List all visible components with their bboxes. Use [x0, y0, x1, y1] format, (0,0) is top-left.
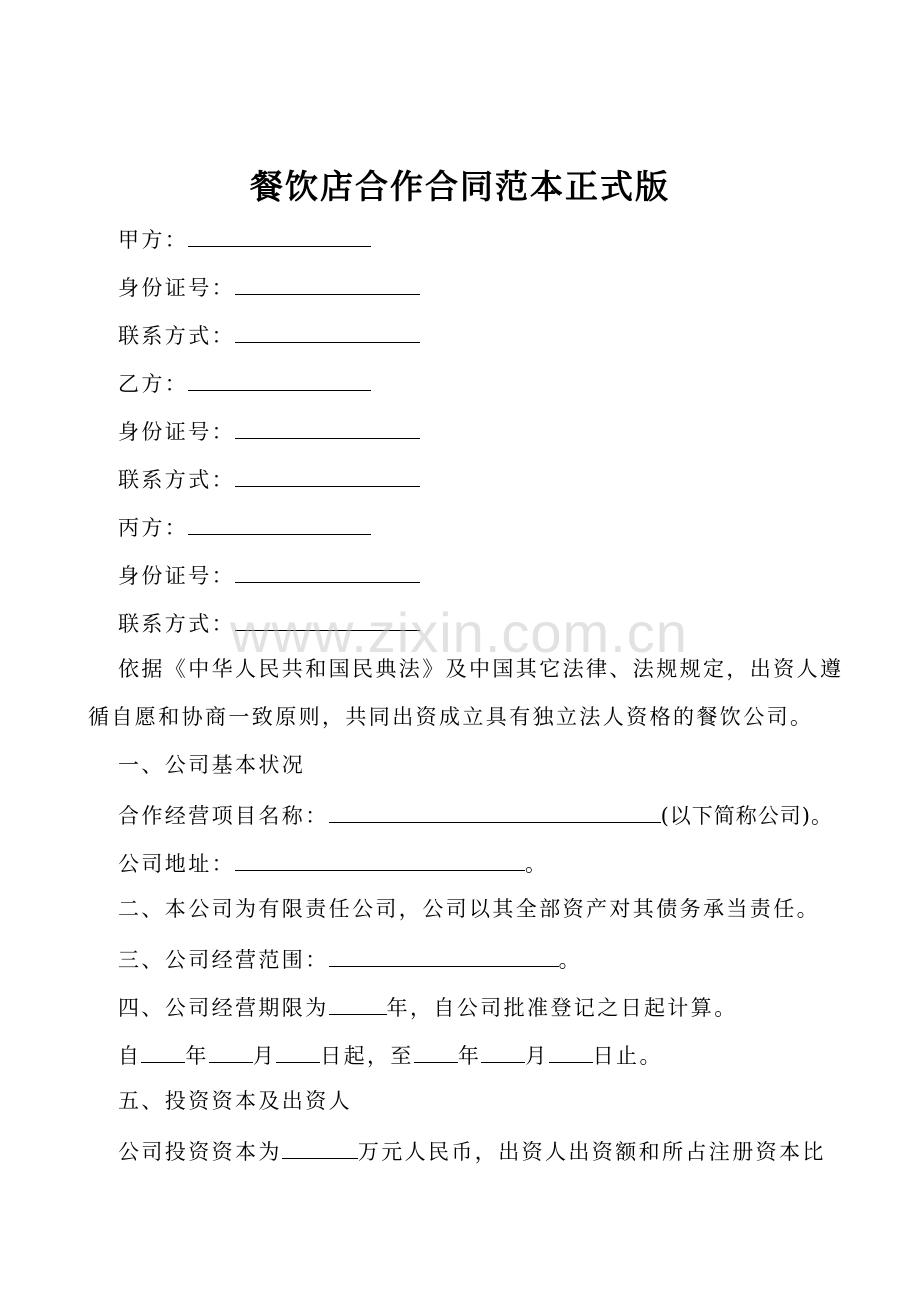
company-address-blank[interactable]: [235, 846, 525, 871]
from-label: 自: [118, 1044, 142, 1068]
operating-term-suffix: 年，自公司批准登记之日起计算。: [386, 996, 738, 1020]
company-address-suffix: 。: [525, 852, 549, 876]
end-year-blank[interactable]: [414, 1038, 458, 1063]
project-name-suffix: (以下简称公司)。: [660, 804, 833, 828]
party-a-id-line: [118, 270, 420, 303]
document-title: 餐饮店合作合同范本正式版: [250, 167, 670, 206]
operating-term-prefix: 四、公司经营期限为: [118, 996, 329, 1020]
end-day-label: 日止。: [592, 1044, 663, 1068]
project-name-blank[interactable]: [329, 798, 661, 823]
party-c-contact-blank[interactable]: [235, 606, 420, 631]
watermark: www.zixin.com.cn: [230, 601, 688, 664]
party-a-blank[interactable]: [188, 222, 371, 247]
end-month-label: 月: [525, 1044, 549, 1068]
party-b-contact-label: 联系方式：: [118, 468, 235, 492]
start-month-blank[interactable]: [209, 1038, 253, 1063]
operating-term-years-blank[interactable]: [329, 990, 387, 1015]
section-5-heading: 五、投资资本及出资人: [118, 1089, 352, 1113]
party-c-label: 丙方：: [118, 516, 189, 540]
project-name-line: [118, 798, 833, 831]
party-a-id-label: 身份证号：: [118, 276, 235, 300]
party-b-contact-line: [118, 462, 420, 495]
start-month-label: 月: [252, 1044, 277, 1068]
business-scope-blank[interactable]: [329, 942, 559, 967]
capital-line: [118, 1134, 826, 1167]
operating-dates-line: [118, 1038, 663, 1071]
party-b-id-blank[interactable]: [235, 414, 420, 439]
intro-line-2: 循自愿和协商一致原则，共同出资成立具有独立法人资格的餐饮公司。: [88, 705, 814, 729]
party-b-label: 乙方：: [118, 372, 189, 396]
business-scope-label: 三、公司经营范围：: [118, 948, 329, 972]
project-name-label: 合作经营项目名称：: [118, 804, 329, 828]
party-c-id-blank[interactable]: [235, 558, 420, 583]
capital-amount-blank[interactable]: [282, 1134, 358, 1159]
party-a-line: [118, 222, 371, 255]
capital-suffix: 万元人民币，出资人出资额和所占注册资本比: [357, 1140, 826, 1164]
start-day-blank[interactable]: [276, 1038, 320, 1063]
business-scope-suffix: 。: [558, 948, 583, 972]
party-c-id-label: 身份证号：: [118, 564, 235, 588]
business-scope-line: [118, 942, 582, 975]
party-c-contact-label: 联系方式：: [118, 612, 235, 636]
party-c-contact-line: [118, 606, 420, 639]
party-a-contact-line: [118, 318, 420, 351]
company-address-label: 公司地址：: [118, 852, 235, 876]
party-b-line: [118, 366, 371, 399]
party-a-label: 甲方：: [118, 228, 189, 252]
intro-line-1: 依据《中华人民共和国民典法》及中国其它法律、法规规定，出资人遵: [118, 657, 844, 681]
party-a-contact-label: 联系方式：: [118, 324, 235, 348]
party-a-contact-blank[interactable]: [235, 318, 420, 343]
party-a-id-blank[interactable]: [235, 270, 420, 295]
party-b-blank[interactable]: [188, 366, 371, 391]
company-address-line: [118, 846, 548, 879]
section-2-text: 二、本公司为有限责任公司，公司以其全部资产对其债务承当责任。: [118, 897, 820, 921]
party-c-id-line: [118, 558, 420, 591]
start-day-label: 日起，至: [320, 1044, 414, 1068]
end-day-blank[interactable]: [549, 1038, 593, 1063]
party-b-id-line: [118, 414, 420, 447]
end-month-blank[interactable]: [481, 1038, 525, 1063]
operating-term-line: [118, 990, 738, 1023]
capital-prefix: 公司投资资本为: [118, 1140, 282, 1164]
party-b-contact-blank[interactable]: [235, 462, 420, 487]
section-1-heading: 一、公司基本状况: [118, 753, 306, 777]
start-year-blank[interactable]: [141, 1038, 185, 1063]
start-year-label: 年: [185, 1044, 209, 1068]
end-year-label: 年: [457, 1044, 482, 1068]
party-c-line: [118, 510, 371, 543]
party-b-id-label: 身份证号：: [118, 420, 235, 444]
party-c-blank[interactable]: [188, 510, 371, 535]
